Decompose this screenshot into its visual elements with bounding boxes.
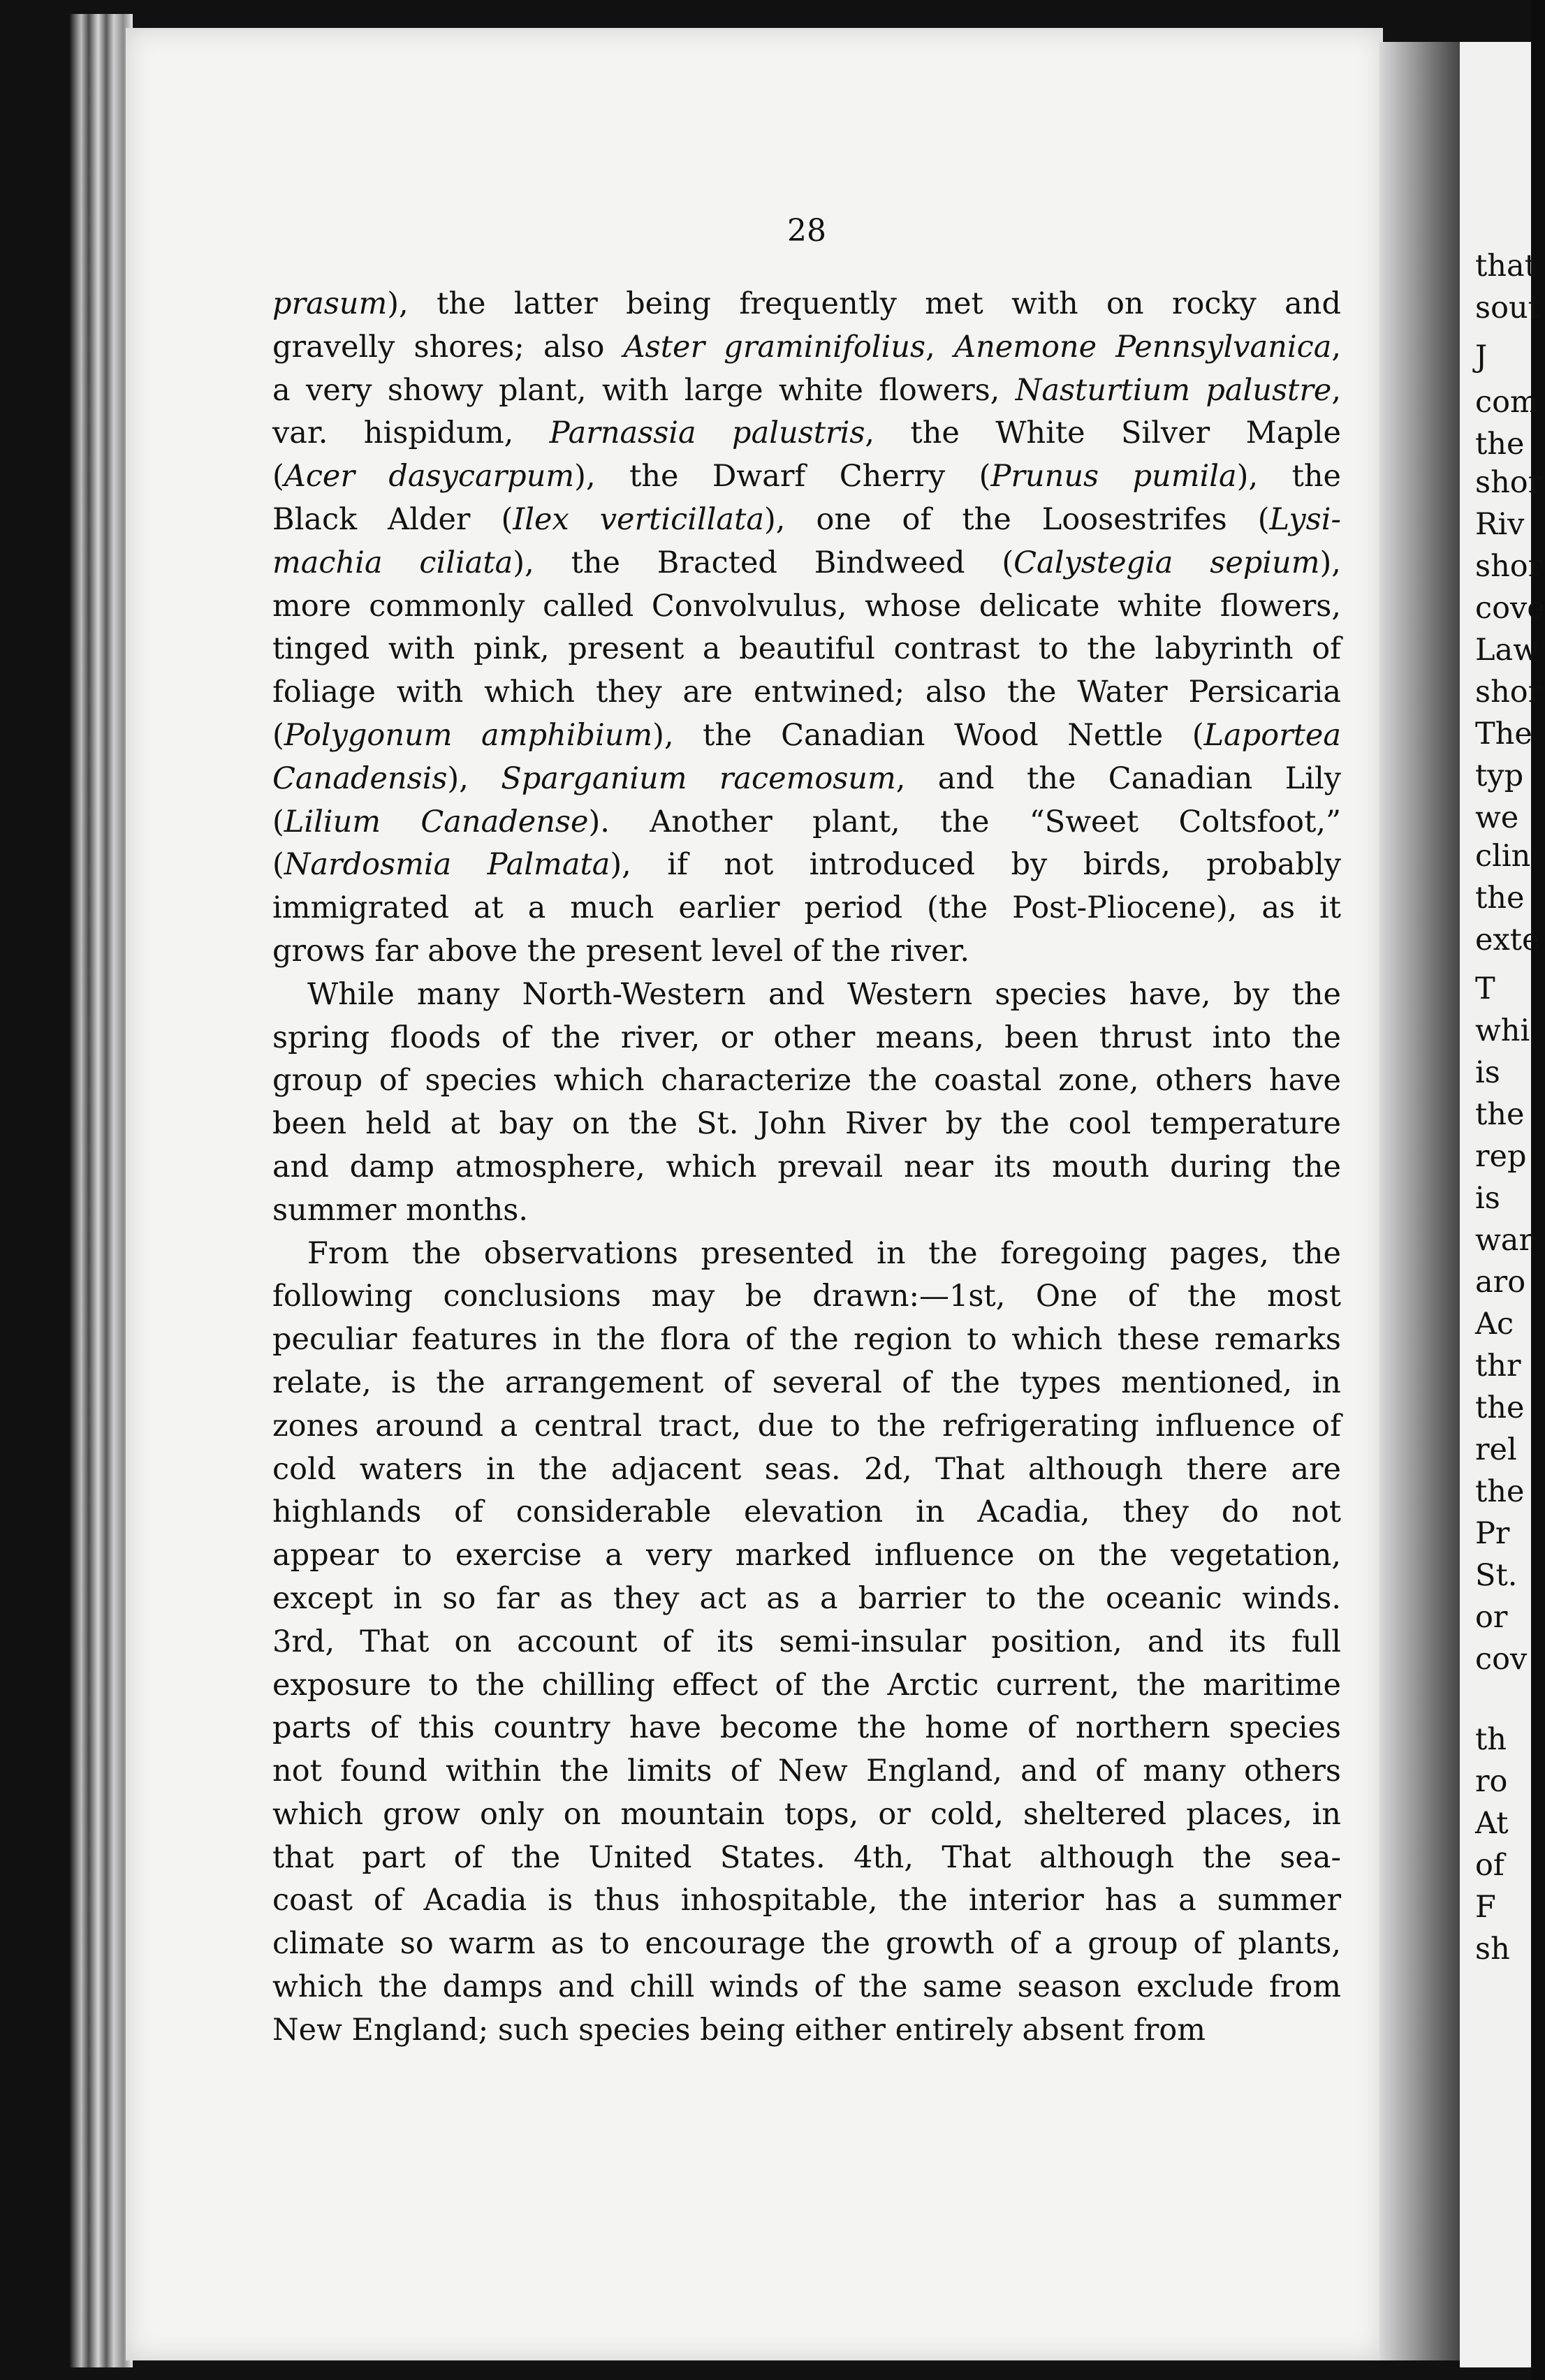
facing-page-word: th <box>1475 1722 1507 1757</box>
facing-page-word: F <box>1475 1890 1496 1925</box>
text-line: (Nardosmia Palmata), if not introduced by birds, probably <box>272 847 1341 883</box>
paragraph <box>272 1233 1341 2052</box>
facing-page-word: war <box>1475 1223 1533 1258</box>
text-line: peculiar features in the flora of the region to which these remarks <box>272 1322 1341 1358</box>
facing-page-word: the <box>1475 427 1525 462</box>
text-line: which grow only on mountain tops, or cold, sheltered places, in <box>272 1796 1341 1832</box>
text-line: (Lilium Canadense). Another plant, the “Sweet Coltsfoot,” <box>272 804 1341 839</box>
text-line: While many North-Western and Western species have, by the <box>307 976 1341 1012</box>
facing-page-word: Riv <box>1475 507 1525 542</box>
text-line: climate so warm as to encourage the growth of a group of plants, <box>272 1926 1341 1962</box>
text-line: From the observations presented in the foregoing pages, the <box>307 1235 1341 1271</box>
text-line: foliage with which they are entwined; also the Water Persicaria <box>272 675 1341 710</box>
text-line: highlands of considerable elevation in Acadia, they do not <box>272 1494 1341 1530</box>
text-line: more commonly called Convolvulus, whose delicate white flowers, <box>272 588 1341 624</box>
text-line: tinged with pink, present a beautiful contrast to the labyrinth of <box>272 631 1341 667</box>
facing-page-word: clin <box>1475 839 1531 874</box>
facing-page-word: shor <box>1475 675 1543 710</box>
text-line: prasum), the latter being frequently met with on rocky and <box>272 286 1341 321</box>
text-line: that part of the United States. 4th, That although the sea- <box>272 1839 1341 1875</box>
paragraph <box>272 974 1341 1233</box>
text-line: New England; such species being either entirely absent from <box>272 2012 1206 2048</box>
text-line: zones around a central tract, due to the refrigerating influence of <box>272 1408 1341 1444</box>
facing-page-word: the <box>1475 1474 1525 1509</box>
facing-page-word: cove <box>1475 591 1545 626</box>
text-line: exposure to the chilling effect of the Arctic current, the maritime <box>272 1667 1341 1703</box>
text-line: appear to exercise a very marked influence on the vegetation, <box>272 1538 1341 1573</box>
text-line: Canadensis), Sparganium racemosum, and the Canadian Lily <box>272 761 1341 796</box>
facing-page-word: cov <box>1475 1642 1528 1677</box>
text-line: 3rd, That on account of its semi-insular position, and its full <box>272 1624 1341 1659</box>
text-line: (Polygonum amphibium), the Canadian Wood Nettle (Laportea <box>272 717 1342 753</box>
facing-page-word: The <box>1475 717 1532 751</box>
facing-page-word: sh <box>1475 1932 1510 1967</box>
text-line: except in so far as they act as a barrier to the oceanic winds. <box>272 1580 1341 1616</box>
facing-page-word: T <box>1475 971 1495 1006</box>
facing-page-word: we <box>1475 800 1519 835</box>
text-line: and damp atmosphere, which prevail near its mouth during the <box>272 1149 1341 1184</box>
text-line: not found within the limits of New England, and of many others <box>272 1754 1341 1789</box>
paragraph <box>272 283 1341 974</box>
text-line: group of species which characterize the coastal zone, others have <box>272 1063 1341 1099</box>
facing-page-word: At <box>1475 1806 1509 1841</box>
facing-page-word: Ac <box>1475 1307 1514 1342</box>
facing-page-word: sout <box>1475 291 1540 325</box>
facing-page-word: J <box>1475 339 1488 374</box>
facing-page-word: exte <box>1475 923 1540 957</box>
facing-page-word: Law <box>1475 633 1539 668</box>
text-line: machia ciliata), the Bracted Bindweed (Calystegia sepium), <box>272 545 1341 580</box>
text-line: coast of Acadia is thus inhospitable, the interior has a summer <box>272 1883 1341 1918</box>
text-line: cold waters in the adjacent seas. 2d, That although there are <box>272 1451 1341 1487</box>
text-line: following conclusions may be drawn:—1st, One of the most <box>272 1279 1341 1314</box>
facing-page-word: the <box>1475 1097 1525 1132</box>
text-line: gravelly shores; also Aster graminifolius, Anemone Pennsylvanica, <box>272 329 1341 365</box>
facing-page-word: of <box>1475 1848 1504 1883</box>
text-line: Black Alder (Ilex verticillata), one of the Loosestrifes (Lysi- <box>272 501 1341 537</box>
facing-page-word: shor <box>1475 549 1543 584</box>
facing-page-word: typ <box>1475 758 1524 793</box>
facing-page-word: Pr <box>1475 1516 1510 1551</box>
text-line: grows far above the present level of the river. <box>272 933 969 969</box>
facing-page-word: rel <box>1475 1432 1517 1467</box>
book-edge-left <box>70 14 133 2367</box>
facing-page-word: St. <box>1475 1558 1518 1593</box>
text-line: var. hispidum, Parnassia palustris, the White Silver Maple <box>272 416 1341 451</box>
page-number: 28 <box>787 213 826 249</box>
text-line: been held at bay on the St. John River by the cool temperature <box>272 1106 1341 1142</box>
facing-page-word: is <box>1475 1055 1500 1090</box>
facing-page-word: that <box>1475 249 1537 284</box>
text-line: parts of this country have become the home of northern species <box>272 1710 1341 1746</box>
text-line: summer months. <box>272 1192 529 1228</box>
text-line: relate, is the arrangement of several of the types mentioned, in <box>272 1365 1341 1400</box>
text-line: spring floods of the river, or other means, been thrust into the <box>272 1020 1341 1055</box>
facing-page-word: ro <box>1475 1764 1508 1799</box>
text-line: a very showy plant, with large white flowers, Nasturtium palustre, <box>272 372 1342 408</box>
text-line: (Acer dasycarpum), the Dwarf Cherry (Prunus pumila), the <box>272 459 1341 494</box>
facing-page-word: rep <box>1475 1139 1527 1174</box>
facing-page-word: is <box>1475 1181 1500 1216</box>
facing-page-word: the <box>1475 1390 1525 1425</box>
facing-page-word: thr <box>1475 1349 1521 1383</box>
facing-page-fragment <box>1460 42 1545 2367</box>
text-line: immigrated at a much earlier period (the Post-Pliocene), as it <box>272 890 1341 926</box>
body-text <box>272 283 1341 2052</box>
facing-page-word: the <box>1475 881 1525 916</box>
facing-page-word: whi <box>1475 1013 1530 1048</box>
facing-page-word: com <box>1475 385 1539 420</box>
facing-page-word: shor <box>1475 465 1543 500</box>
text-line: which the damps and chill winds of the same season exclude from <box>272 1969 1341 2005</box>
facing-page-word: or <box>1475 1600 1508 1635</box>
facing-page-word: aro <box>1475 1265 1526 1300</box>
